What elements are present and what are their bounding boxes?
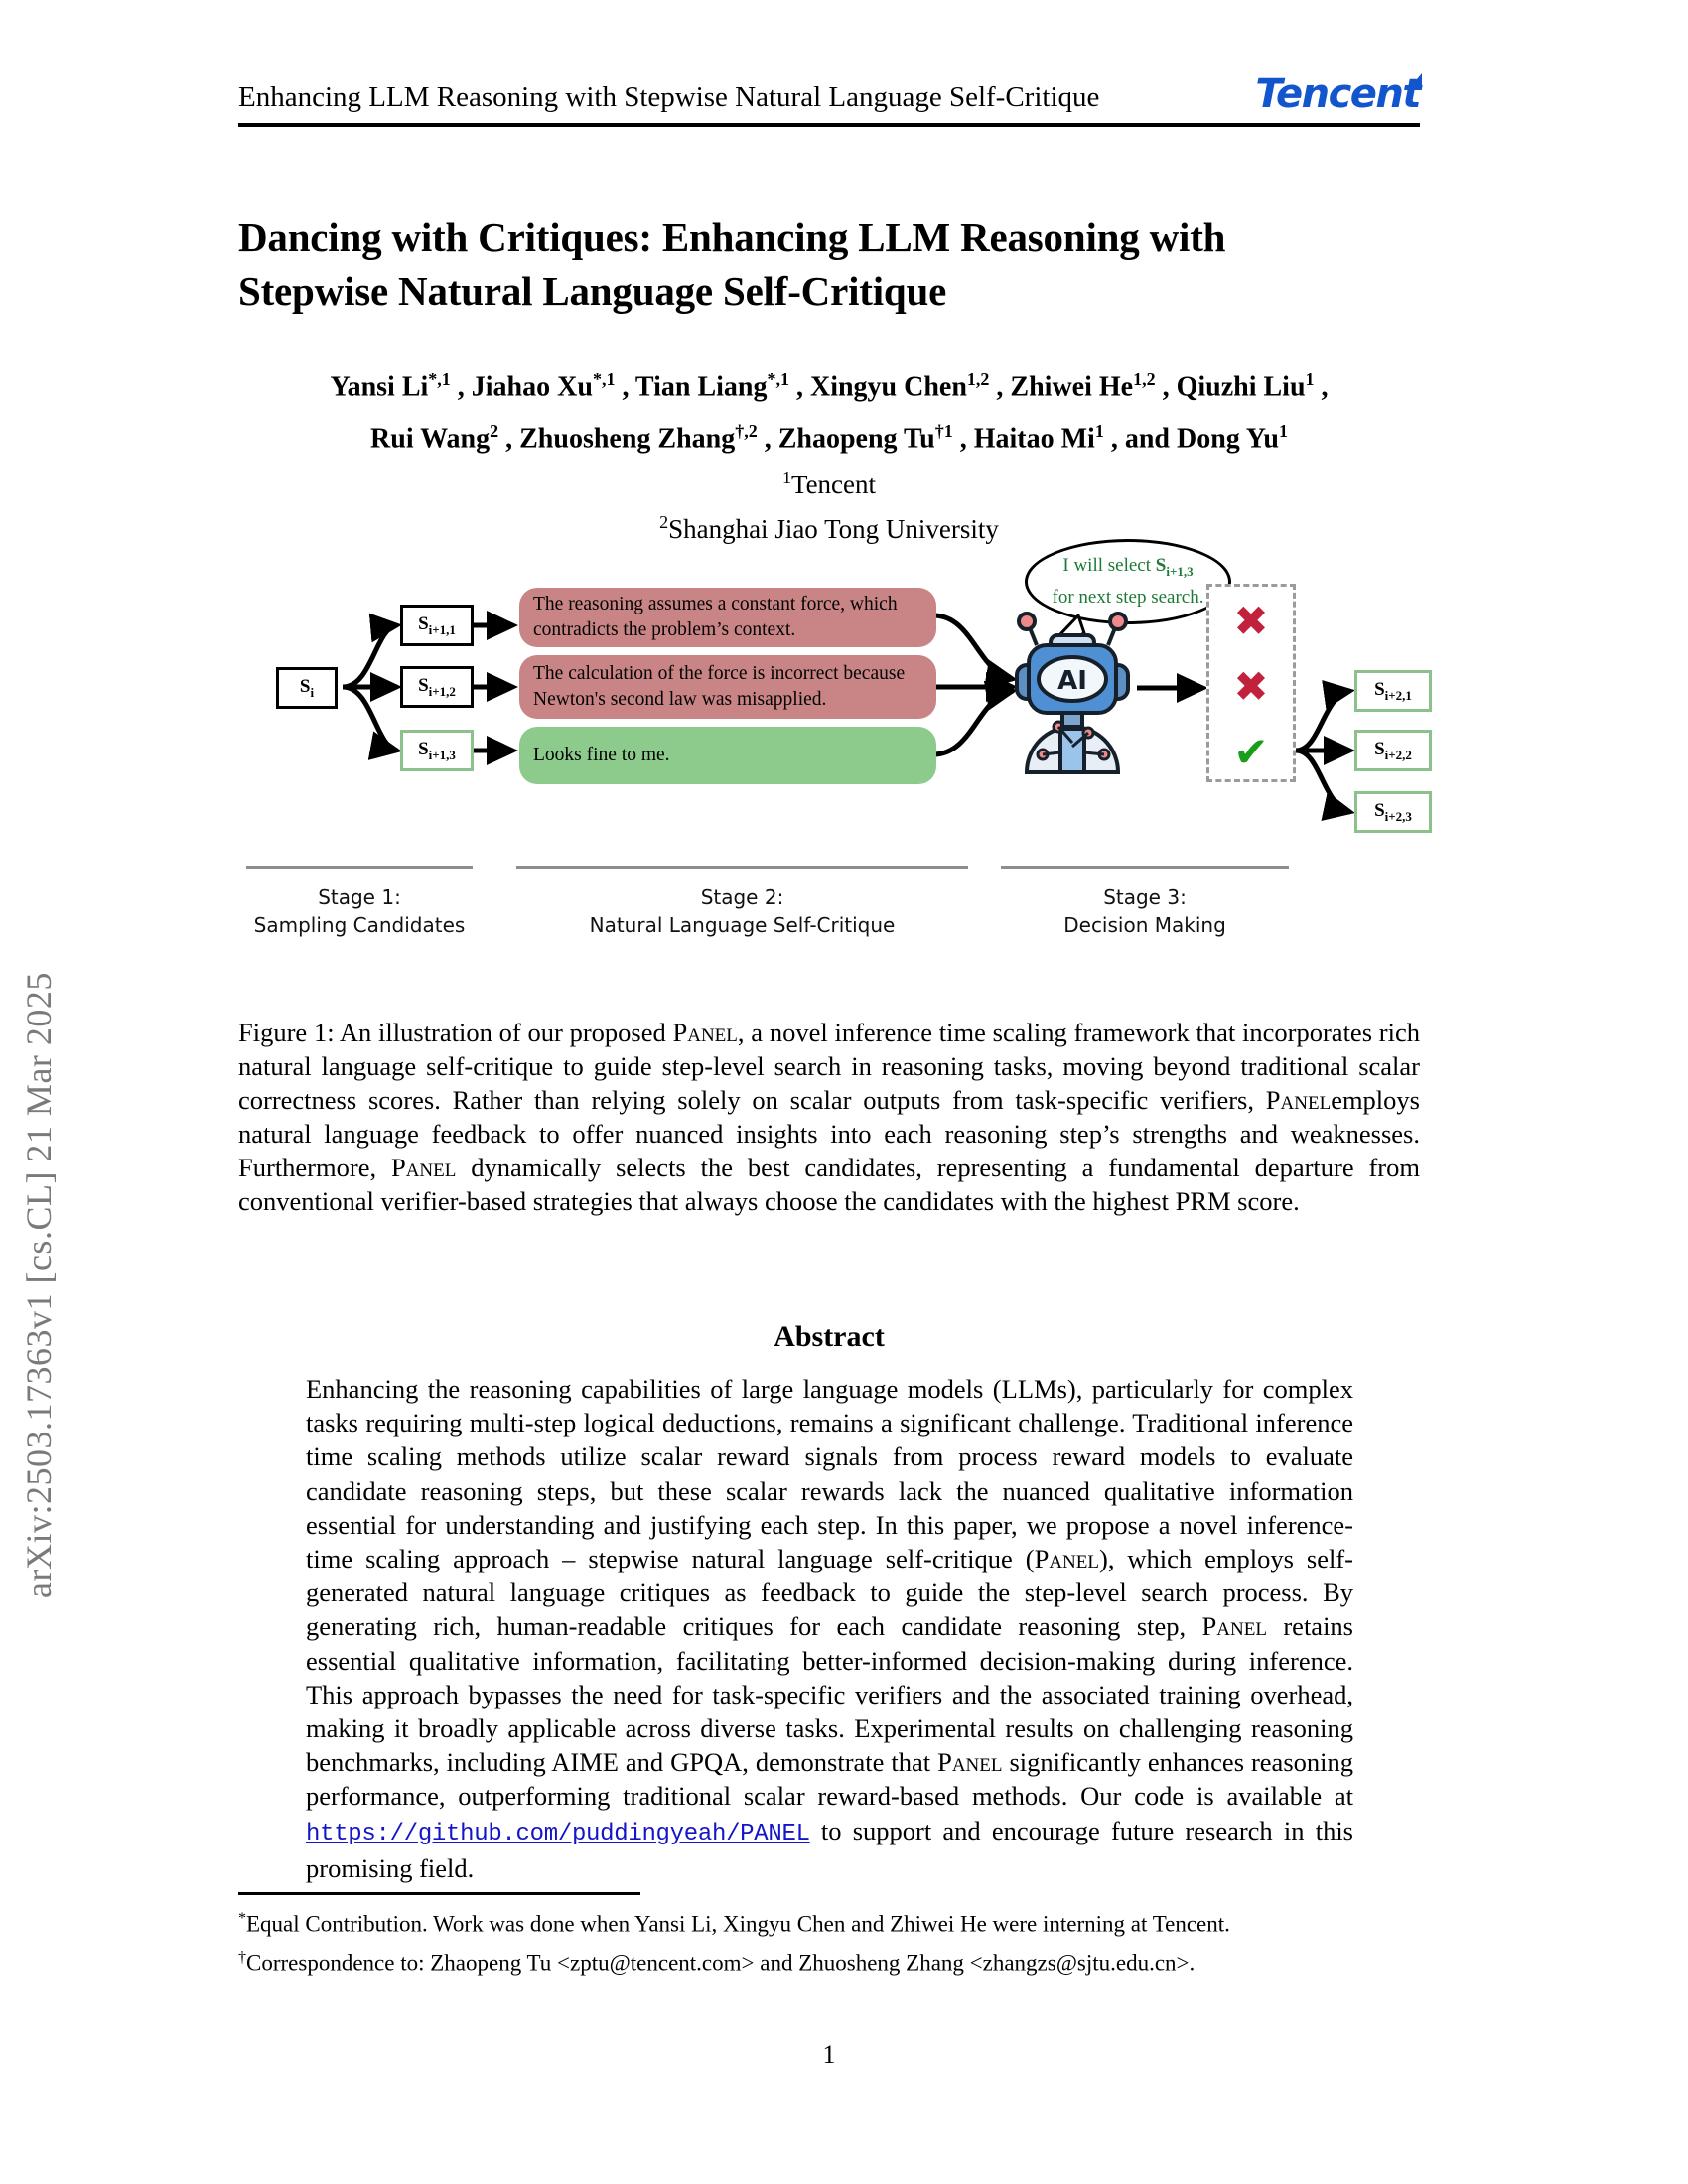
node-next-3-label: $S_{i+2,3}$ [1374,799,1412,824]
node-root-sub: i [310,684,315,700]
node-root-si [276,667,338,709]
stage-3-number: Stage 3: [1103,886,1187,909]
speech-bubble-line-2: for next step search. [1052,586,1204,608]
abstract-sc-2: Panel [1201,1611,1267,1642]
node-candidate-1 [400,605,474,646]
node-next-1-label: $S_{i+2,1}$ [1374,678,1412,703]
node-next-2 [1354,730,1432,771]
tencent-logo-text: Tencent [1255,71,1420,117]
stage-rule-2 [516,866,968,869]
robot-icon [1003,604,1142,777]
stage-2-number: Stage 2: [700,886,784,909]
caption-sc-2: Panel [1265,1085,1332,1115]
affiliation-2-label: Shanghai Jiao Tong University [668,514,999,544]
caption-part-2: , a novel inference time scaling framework that incorporates rich natural language self-critique to guide step-level search in reasoning tasks, moving beyond traditional scalar correctness scores. Rather than relying solely on scalar outputs from task-specific verifiers, [238,1018,1420,1115]
caption-label: Figure 1: [238,1018,335,1047]
node-root-label: $S_i$ [299,675,315,700]
node-next-2-label: $S_{i+2,2}$ [1374,738,1412,762]
caption-sc-1: Panel [672,1018,738,1047]
arxiv-stamp: arXiv:2503.17363v1 [cs.CL] 21 Mar 2025 [19,972,59,1598]
node-candidate-2 [400,666,474,708]
abstract-part-1: Enhancing the reasoning capabilities of large language models (LLMs), particularly for complex tasks requiring multi-step logical deductions, remains a significant challenge. Traditional inference time scaling methods utilize scalar reward signals from process reward models to evaluate candidate reasoning steps, but these scalar rewards lack the nuanced qualitative information essential for understanding and justifying each step. In this paper, we propose a novel inference-time scaling approach – stepwise natural language self-critique ( [306,1374,1353,1574]
abstract-part-4: significantly enhances reasoning performance, outperforming traditional scalar reward-based methods. Our code is available at [306,1747,1353,1812]
code-repository-link[interactable]: https://github.com/puddingyeah/PANEL [306,1820,810,1847]
node-next-1 [1354,670,1432,712]
caption-sc-3: Panel [390,1153,457,1182]
footnote-2-marker: † [238,1948,246,1966]
affiliation-list [238,459,1420,548]
speech-bubble-line-1: I will select $S_{i+1,3}$ [1062,555,1194,579]
node-candidate-3-label: $S_{i+1,3}$ [418,738,456,762]
stage-1-number: Stage 1: [318,886,401,909]
stage-rule-1 [246,866,473,869]
caption-part-4: dynamically selects the best candidates, representing a fundamental departure from conventional verifier-based strategies that always choose the candidates with the highest PRM score. [238,1153,1420,1216]
abstract-body [306,1372,1353,1885]
node-next-1-sub: i+2,1 [1384,687,1412,703]
stage-label-1 [246,884,473,939]
decision-mark-1: ✖ [1233,597,1269,645]
node-next-3 [1354,791,1432,833]
node-candidate-2-label: $S_{i+1,2}$ [418,674,456,699]
stage-label-3 [1001,884,1289,939]
node-candidate-3-sub: i+1,3 [428,747,456,762]
affiliation-1-label: Tencent [790,470,877,499]
author-line-2: Rui Wang$^2$ , Zhuosheng Zhang$^{\dagger,2}$ , Zhaopeng Tu$^{\dagger 1}$ , Haitao Mi$^1$ , and Dong Yu$^1$ [370,421,1288,455]
stage-1-name: Sampling Candidates [253,913,466,937]
node-candidate-1-sub: i+1,1 [428,621,456,637]
svg-text:AI: AI [1057,666,1087,696]
tencent-arrow-icon [1411,73,1422,86]
footnote-list [238,1902,1420,1979]
affiliation-2: $^2$Shanghai Jiao Tong University [659,512,999,544]
abstract-part-2: ), which employs self-generated natural language critiques as feedback to guide the step-level search process. By generating rich, human-readable critiques for each candidate reasoning step, [306,1544,1353,1642]
stage-rule-3 [1001,866,1289,869]
footnote-1 [238,1902,1420,1941]
node-candidate-2-sub: i+1,2 [428,683,456,699]
footnote-1-text: Equal Contribution. Work was done when Yansi Li, Xingyu Chen and Zhiwei He were interning at Tencent. [246,1911,1230,1937]
author-line-1: Yansi $Li^{*,1}$ , Jiahao $Xu^{*,1}$ , Tian Liang$^{*,1}$ , Xingyu Chen$^{1,2}$ , Zhiwei He$^{1,2}$ , Qiuzhi Liu$^1$ , [330,369,1329,403]
page-number: 1 [822,2040,836,2069]
decision-mark-3: ✔ [1233,728,1269,776]
footnote-2-text: Correspondence to: Zhaopeng Tu <zptu@tencent.com> and Zhuosheng Zhang <zhangzs@sjtu.edu.cn>. [246,1950,1196,1976]
abstract-sc-1: Panel [1034,1544,1099,1574]
figure-1-diagram [238,556,1420,993]
critique-box-3: Looks fine to me. [519,727,936,784]
abstract-part-3: retains essential qualitative information, facilitating better-informed decision-making during inference. This approach bypasses the need for task-specific verifiers and the associated training overhead, making it broadly applicable across diverse tasks. Experimental results on challenging reasoning benchmarks, including AIME and GPQA, demonstrate that [306,1611,1353,1778]
running-header [238,71,1420,129]
stage-label-2 [516,884,968,939]
node-candidate-1-label: $S_{i+1,1}$ [418,613,456,637]
decision-column [1206,584,1296,782]
node-next-3-sub: i+2,3 [1384,808,1412,824]
tencent-logo [1255,71,1420,117]
page-body [238,0,1420,2184]
stage-3-name: Decision Making [1063,913,1226,937]
footnote-1-marker: * [238,1910,246,1927]
abstract-sc-3: Panel [937,1747,1003,1778]
node-candidate-3 [400,730,474,771]
abstract-heading: Abstract [774,1320,885,1353]
page-title: Dancing with Critiques: Enhancing LLM Reasoning with Stepwise Natural Language Self-Critique [238,214,1226,315]
stage-2-name: Natural Language Self-Critique [589,913,896,937]
critique-box-1: The reasoning assumes a constant force, which contradicts the problem’s context. [519,588,936,647]
abstract-part-5: to support and encourage future research in this promising field. [306,1815,1353,1883]
figure-caption [238,1016,1420,1218]
author-list [238,357,1420,462]
caption-part-1: An illustration of our proposed [334,1018,673,1047]
footnote-rule [238,1892,640,1895]
affiliation-1: $^1$Tencent [781,468,877,499]
running-header-title: Enhancing LLM Reasoning with Stepwise Natural Language Self-Critique [238,81,1100,113]
critique-box-2: The calculation of the force is incorrect because Newton's second law was misapplied. [519,655,936,719]
footnote-2 [238,1941,1420,1979]
node-next-2-sub: i+2,2 [1384,747,1412,762]
caption-part-3: employs natural language feedback to offer nuanced insights into each reasoning step’s strengths and weaknesses. Furthermore, [238,1085,1420,1182]
header-rule [238,123,1420,127]
decision-mark-2: ✖ [1233,662,1269,711]
